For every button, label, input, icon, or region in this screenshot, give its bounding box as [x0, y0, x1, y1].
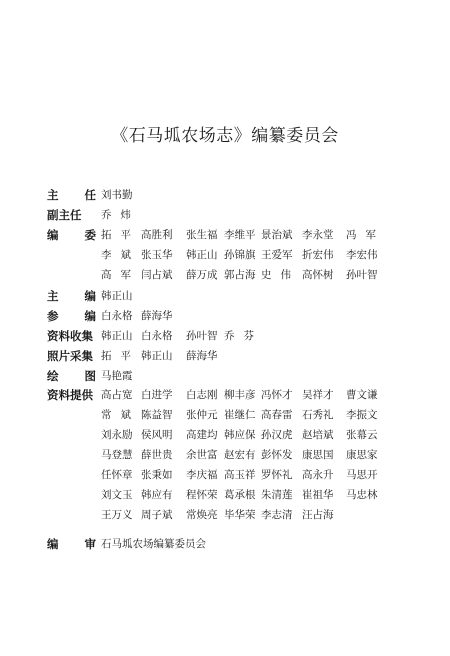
- member-names: [101, 446, 441, 464]
- member-name: [101, 406, 131, 424]
- member-name: 孙叶智: [186, 330, 218, 342]
- member-name: 薛世贵: [141, 449, 173, 461]
- member-name: 张秉如: [141, 469, 173, 481]
- member-name: 韩正山: [101, 330, 133, 342]
- member-name: 石马坬农场编纂委员会: [101, 538, 206, 550]
- member-name: 康思家: [346, 449, 378, 461]
- member-name: 张生福: [186, 229, 218, 241]
- member-name-char: 乔: [224, 330, 235, 342]
- member-name-char: 李: [101, 249, 112, 261]
- member-name: 李志清: [261, 509, 293, 521]
- member-name: 常焕亮: [186, 509, 218, 521]
- member-names: [101, 386, 441, 404]
- member-name-char: 冯: [346, 229, 357, 241]
- member-name: 吴祥才: [302, 389, 334, 401]
- role-label: 资料收集: [47, 329, 93, 343]
- member-name: 韩应保: [224, 429, 256, 441]
- role-label-char: 委: [84, 228, 96, 242]
- member-names: [101, 266, 441, 284]
- document-title: 《石马坬农场志》编纂委员会: [111, 126, 339, 146]
- member-name: 马思开: [346, 469, 378, 481]
- member-name: [101, 206, 131, 224]
- member-name: 白志刚: [186, 389, 218, 401]
- member-name-char: 斌: [120, 249, 131, 261]
- member-name: 马艳霞: [101, 370, 133, 382]
- member-name-char: 平: [120, 350, 131, 362]
- member-name: 薛海华: [186, 350, 218, 362]
- member-name-char: 平: [120, 229, 131, 241]
- role-label-char: 主: [47, 289, 59, 303]
- member-name-char: 高: [101, 269, 112, 281]
- member-names: [101, 535, 441, 553]
- role-label: [47, 186, 96, 204]
- member-name-char: 芬: [243, 330, 254, 342]
- member-name-char: 军: [120, 269, 131, 281]
- member-names: [101, 466, 441, 484]
- member-names: [101, 486, 441, 504]
- member-name: 景治斌: [261, 229, 293, 241]
- member-name: 韩应有: [141, 489, 173, 501]
- member-name-char: 乔: [101, 209, 112, 221]
- role-label: [47, 226, 96, 244]
- member-name: 侯风明: [141, 429, 173, 441]
- member-name: [101, 246, 131, 264]
- role-label-char: 审: [84, 537, 96, 551]
- member-names: [101, 327, 441, 345]
- member-name: 高占宽: [101, 389, 133, 401]
- member-name: 赵宏有: [224, 449, 256, 461]
- member-name: 李宏伟: [346, 249, 378, 261]
- member-name: 韩正山: [101, 290, 133, 302]
- member-name: 王爱军: [261, 249, 293, 261]
- role-label: 副主任: [47, 208, 82, 222]
- role-label-char: 编: [47, 228, 59, 242]
- member-name: 康思国: [302, 449, 334, 461]
- member-name-char: 史: [261, 269, 272, 281]
- member-name: 马登慧: [101, 449, 133, 461]
- member-names: [101, 186, 441, 204]
- member-name: 孙汉虎: [261, 429, 293, 441]
- role-label-char: 绘: [47, 369, 59, 383]
- member-names: [101, 206, 441, 224]
- member-name: 刘书勤: [101, 189, 133, 201]
- member-name: 白永格: [141, 330, 173, 342]
- member-names: [101, 406, 441, 424]
- member-name: 闫占斌: [141, 269, 173, 281]
- member-names: [101, 367, 441, 385]
- member-name: 马忠林: [346, 489, 378, 501]
- member-name: [346, 226, 376, 244]
- member-name-char: 军: [365, 229, 376, 241]
- member-name: [261, 266, 291, 284]
- member-name: 薛海华: [141, 310, 173, 322]
- member-name: 程怀荣: [186, 489, 218, 501]
- role-label-char: 任: [84, 188, 96, 202]
- member-name: 白永格: [101, 310, 133, 322]
- member-name: 柳丰彦: [224, 389, 256, 401]
- member-name: 张玉华: [141, 249, 173, 261]
- member-name: 高怀树: [302, 269, 334, 281]
- member-name-char: 拓: [101, 229, 112, 241]
- role-label-char: 编: [84, 309, 96, 323]
- member-name: 汪占海: [302, 509, 334, 521]
- role-label: 资料提供: [47, 388, 93, 402]
- member-name: 李振文: [346, 409, 378, 421]
- role-label-char: 编: [47, 537, 59, 551]
- member-name: 张幕云: [346, 429, 378, 441]
- member-name: 折宏伟: [302, 249, 334, 261]
- member-name-char: 拓: [101, 350, 112, 362]
- member-names: [101, 506, 441, 524]
- member-name: 孙锦旗: [224, 249, 256, 261]
- role-label: [47, 287, 96, 305]
- member-name: 罗怀礼: [261, 469, 293, 481]
- member-name: 朱清莲: [261, 489, 293, 501]
- member-name: 高玉祥: [224, 469, 256, 481]
- role-label: [47, 535, 96, 553]
- member-name: [101, 266, 131, 284]
- role-label-char: 参: [47, 309, 59, 323]
- member-name: 白进学: [141, 389, 173, 401]
- member-names: [101, 307, 441, 325]
- member-name: 陈益智: [141, 409, 173, 421]
- member-name: 薛万成: [186, 269, 218, 281]
- role-label: [47, 307, 96, 325]
- member-name-char: 伟: [280, 269, 291, 281]
- role-label: [47, 367, 96, 385]
- member-name: 葛承根: [224, 489, 256, 501]
- member-name: 崔祖华: [302, 489, 334, 501]
- member-name: 曹文谦: [346, 389, 378, 401]
- member-names: [101, 246, 441, 264]
- role-label: 照片采集: [47, 349, 93, 363]
- member-name: 余世富: [186, 449, 218, 461]
- member-name: 王万义: [101, 509, 133, 521]
- member-name: 李庆福: [186, 469, 218, 481]
- role-label-char: 编: [84, 289, 96, 303]
- member-name: 李维平: [224, 229, 256, 241]
- member-name-char: 炜: [120, 209, 131, 221]
- member-name: 崔继仁: [224, 409, 256, 421]
- member-names: [101, 226, 441, 244]
- member-name: 毕华荣: [224, 509, 256, 521]
- member-name: 高胜利: [141, 229, 173, 241]
- member-name: 高永升: [302, 469, 334, 481]
- member-name: [101, 347, 131, 365]
- member-names: [101, 426, 441, 444]
- member-name: 孙叶智: [346, 269, 378, 281]
- role-label-char: 主: [47, 188, 59, 202]
- member-name: 赵培斌: [302, 429, 334, 441]
- member-name: 刘永励: [101, 429, 133, 441]
- member-name: 彭怀发: [261, 449, 293, 461]
- member-name: 郭占海: [224, 269, 256, 281]
- member-name: 石秀礼: [302, 409, 334, 421]
- member-name: 周子斌: [141, 509, 173, 521]
- member-name: 高建均: [186, 429, 218, 441]
- member-name: 韩正山: [186, 249, 218, 261]
- member-name-char: 常: [101, 409, 112, 421]
- member-name: 任怀章: [101, 469, 133, 481]
- role-label-char: 图: [84, 369, 96, 383]
- member-name: 冯怀才: [261, 389, 293, 401]
- member-names: [101, 347, 441, 365]
- member-name: 刘文玉: [101, 489, 133, 501]
- member-name-char: 斌: [120, 409, 131, 421]
- member-name: 韩正山: [141, 350, 173, 362]
- member-names: [101, 287, 441, 305]
- member-name: [224, 327, 254, 345]
- member-name: 高春雷: [261, 409, 293, 421]
- member-name: 李永堂: [302, 229, 334, 241]
- member-name: 张仲元: [186, 409, 218, 421]
- member-name: [101, 226, 131, 244]
